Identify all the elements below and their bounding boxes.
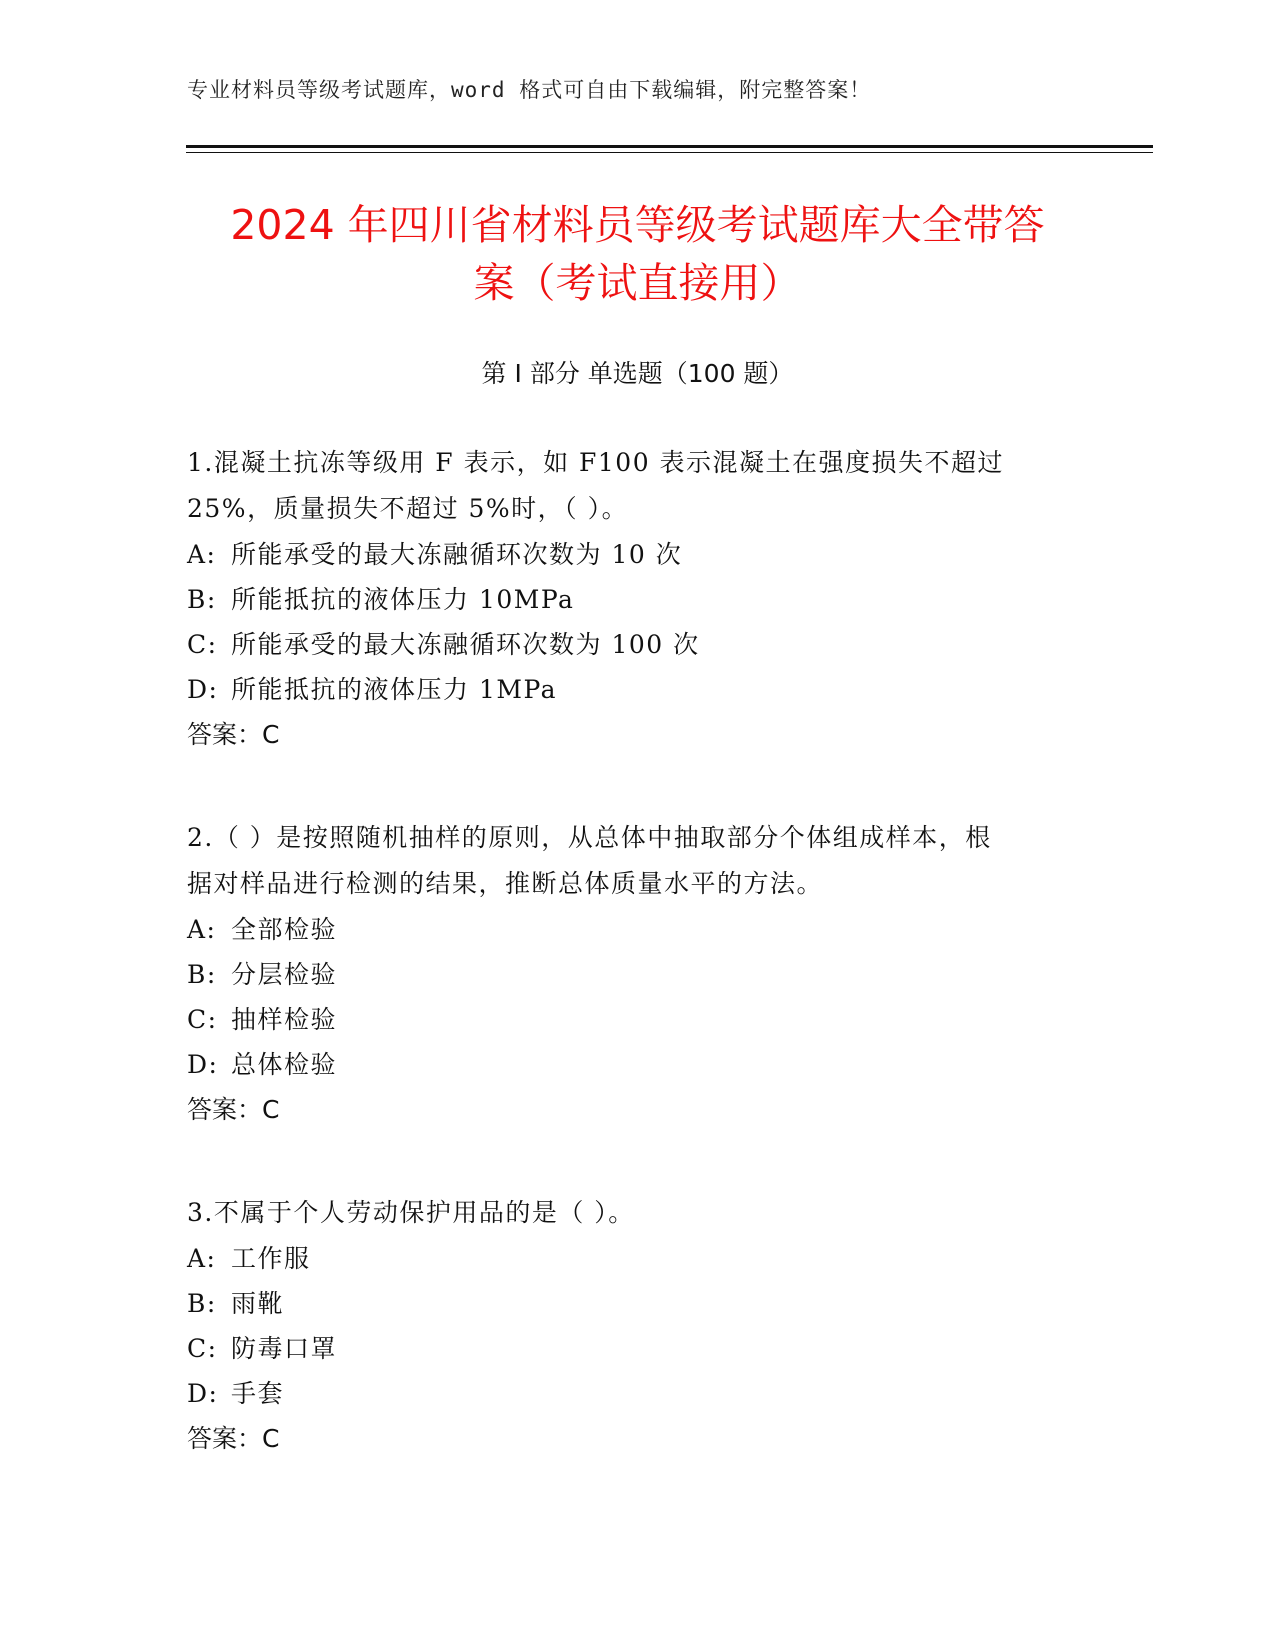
option-text: 所能抵抗的液体压力 10MPa: [231, 585, 575, 614]
document-title-line1: 2024 年四川省材料员等级考试题库大全带答: [230, 201, 1045, 249]
option-text: 手套: [231, 1379, 285, 1408]
option-text: 雨靴: [231, 1289, 285, 1318]
question-1: [187, 440, 1087, 758]
option-key: B:: [187, 960, 217, 989]
question-3-option-d: [187, 1371, 1087, 1416]
question-3-option-a: [187, 1236, 1087, 1281]
option-key: B:: [187, 1289, 217, 1318]
option-text: 分层检验: [231, 960, 338, 989]
question-2-answer: 答案：C: [187, 1095, 280, 1124]
question-1-stem-line1: 1.混凝土抗冻等级用 F 表示，如 F100 表示混凝土在强度损失不超过: [187, 448, 1005, 477]
question-list: [187, 440, 1087, 1462]
question-1-option-d: [187, 667, 1087, 712]
question-1-option-a: [187, 532, 1087, 577]
question-2-option-a: [187, 907, 1087, 952]
question-1-stem-line2: 25%，质量损失不超过 5%时，（ ）。: [187, 494, 629, 523]
option-text: 全部检验: [231, 915, 338, 944]
option-key: C:: [187, 1005, 218, 1034]
option-text: 抽样检验: [231, 1005, 338, 1034]
question-3: [187, 1190, 1087, 1462]
question-1-option-c: [187, 622, 1087, 667]
option-key: C:: [187, 1334, 218, 1363]
header-note: 专业材料员等级考试题库，word 格式可自由下载编辑，附完整答案！: [187, 78, 872, 102]
option-key: B:: [187, 585, 217, 614]
option-key: A:: [187, 915, 217, 944]
option-text: 总体检验: [231, 1050, 338, 1079]
question-2-stem-line2: 据对样品进行检测的结果，推断总体质量水平的方法。: [187, 869, 824, 898]
option-key: A:: [187, 1244, 217, 1273]
question-2-option-b: [187, 952, 1087, 997]
question-2-option-c: [187, 997, 1087, 1042]
section-title: 第 I 部分 单选题（100 题）: [481, 359, 794, 388]
question-2: [187, 815, 1087, 1133]
option-key: D:: [187, 1379, 219, 1408]
option-text: 所能抵抗的液体压力 1MPa: [231, 675, 558, 704]
question-3-stem: [187, 1190, 1087, 1236]
question-spacer: [187, 1133, 1087, 1190]
option-text: 工作服: [231, 1244, 311, 1273]
question-3-option-b: [187, 1281, 1087, 1326]
question-2-stem: [187, 815, 1087, 907]
option-key: D:: [187, 675, 219, 704]
option-key: A:: [187, 540, 217, 569]
question-3-option-c: [187, 1326, 1087, 1371]
option-text: 所能承受的最大冻融循环次数为 100 次: [231, 630, 700, 659]
document-title: [150, 196, 1125, 312]
header-divider-thin: [186, 152, 1153, 153]
question-2-option-d: [187, 1042, 1087, 1087]
option-text: 防毒口罩: [231, 1334, 338, 1363]
question-3-stem-line1: 3.不属于个人劳动保护用品的是（ ）。: [187, 1198, 635, 1227]
question-1-stem: [187, 440, 1087, 532]
option-key: D:: [187, 1050, 219, 1079]
option-text: 所能承受的最大冻融循环次数为 10 次: [231, 540, 683, 569]
question-2-stem-line1: 2.（ ）是按照随机抽样的原则，从总体中抽取部分个体组成样本，根: [187, 823, 992, 852]
header-divider: [186, 145, 1153, 148]
document-title-line2: 案（考试直接用）: [473, 259, 802, 307]
question-1-answer: 答案：C: [187, 720, 280, 749]
question-3-answer: 答案：C: [187, 1424, 280, 1453]
question-spacer: [187, 758, 1087, 815]
option-key: C:: [187, 630, 218, 659]
question-1-option-b: [187, 577, 1087, 622]
